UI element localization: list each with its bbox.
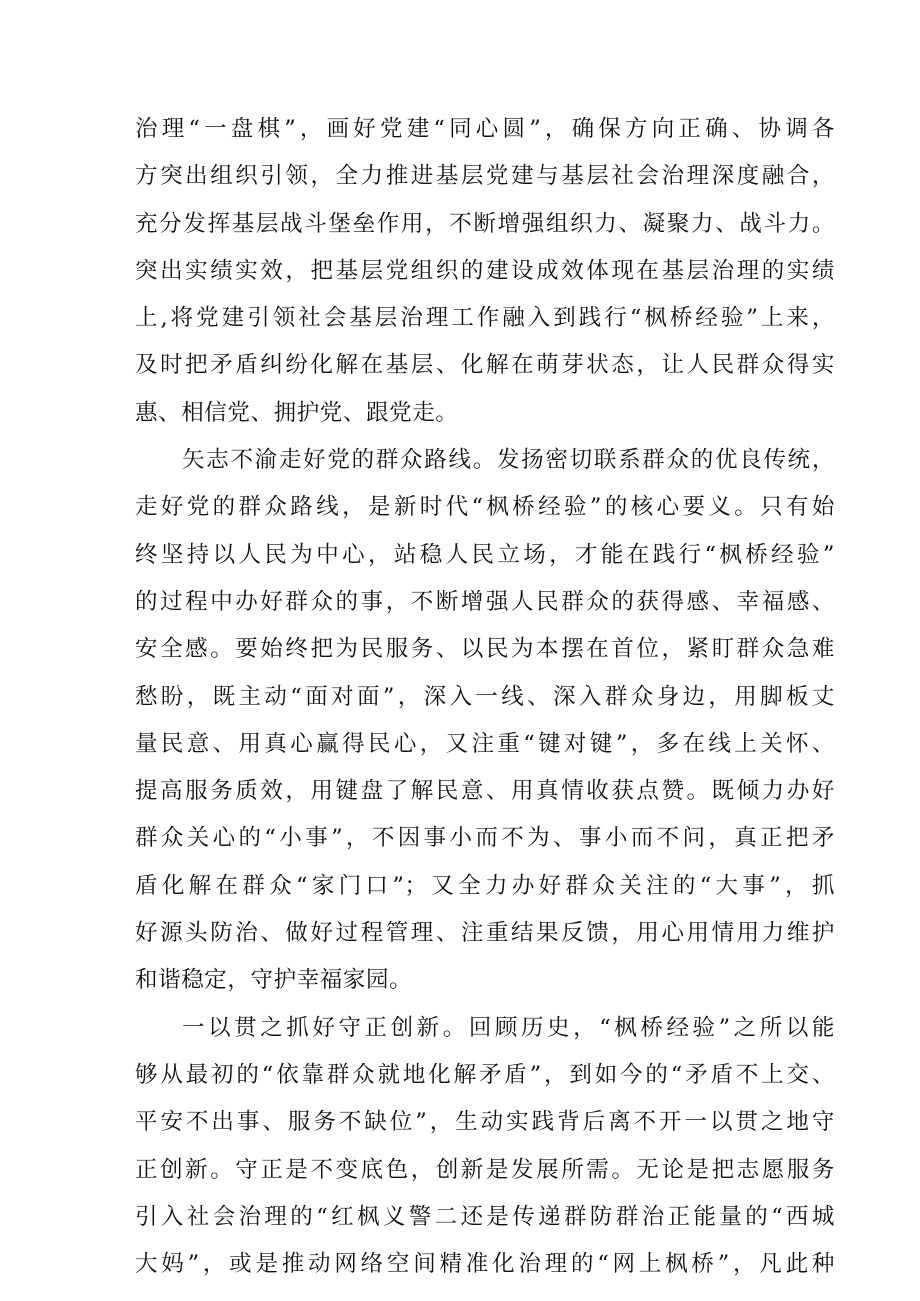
text-line: 正创新。守正是不变底色，创新是发展所需。无论是把志愿服务 (135, 1156, 835, 1183)
text-line: 群众关心的“小事”，不因事小而不为、事小而不问，真正把矛 (135, 825, 835, 852)
text-line: 突出实绩实效，把基层党组织的建设成效体现在基层治理的实绩 (135, 257, 835, 284)
text-line: 好源头防治、做好过程管理、注重结果反馈，用心用情用力维护 (135, 920, 835, 947)
text-line: 大妈”，或是推动网络空间精准化治理的“网上枫桥”，凡此种 (135, 1251, 835, 1278)
text-line: 够从最初的“依靠群众就地化解矛盾”，到如今的“矛盾不上交、 (135, 1061, 835, 1088)
text-line: 走好党的群众路线，是新时代“枫桥经验”的核心要义。只有始 (135, 494, 835, 521)
text-line: 盾化解在群众“家门口”；又全力办好群众关注的“大事”，抓 (135, 872, 835, 899)
text-line: 及时把矛盾纠纷化解在基层、化解在萌芽状态，让人民群众得实 (135, 352, 835, 379)
text-line: 愁盼，既主动“面对面”，深入一线、深入群众身边，用脚板丈 (135, 683, 835, 710)
paragraph-first-line: 一以贯之抓好守正创新。回顾历史，“枫桥经验”之所以能 (182, 1014, 835, 1041)
text-line: 终坚持以人民为中心，站稳人民立场，才能在践行“枫桥经验” (135, 541, 835, 568)
text-line: 和谐稳定，守护幸福家园。 (135, 967, 413, 994)
text-line: 上,将党建引领社会基层治理工作融入到践行“枫桥经验”上来， (135, 305, 835, 332)
text-line: 量民意、用真心赢得民心，又注重“键对键”，多在线上关怀、 (135, 730, 835, 757)
text-line: 惠、相信党、拥护党、跟党走。 (135, 399, 459, 426)
paragraph-first-line: 矢志不渝走好党的群众路线。发扬密切联系群众的优良传统， (182, 447, 835, 474)
text-line: 方突出组织引领，全力推进基层党建与基层社会治理深度融合， (135, 163, 835, 190)
document-body (135, 106, 835, 1288)
text-line: 治理“一盘棋”，画好党建“同心圆”，确保方向正确、协调各 (135, 116, 835, 142)
text-line: 安全感。要始终把为民服务、以民为本摆在首位，紧盯群众急难 (135, 636, 835, 663)
text-line: 的过程中办好群众的事，不断增强人民群众的获得感、幸福感、 (135, 588, 835, 615)
text-line: 引入社会治理的“红枫义警二还是传递群防群治正能量的“西城 (135, 1203, 835, 1230)
text-line: 充分发挥基层战斗堡垒作用，不断增强组织力、凝聚力、战斗力。 (135, 210, 835, 237)
text-line: 平安不出事、服务不缺位”，生动实践背后离不开一以贯之地守 (135, 1109, 835, 1136)
text-line: 提高服务质效，用键盘了解民意、用真情收获点赞。既倾力办好 (135, 778, 835, 805)
